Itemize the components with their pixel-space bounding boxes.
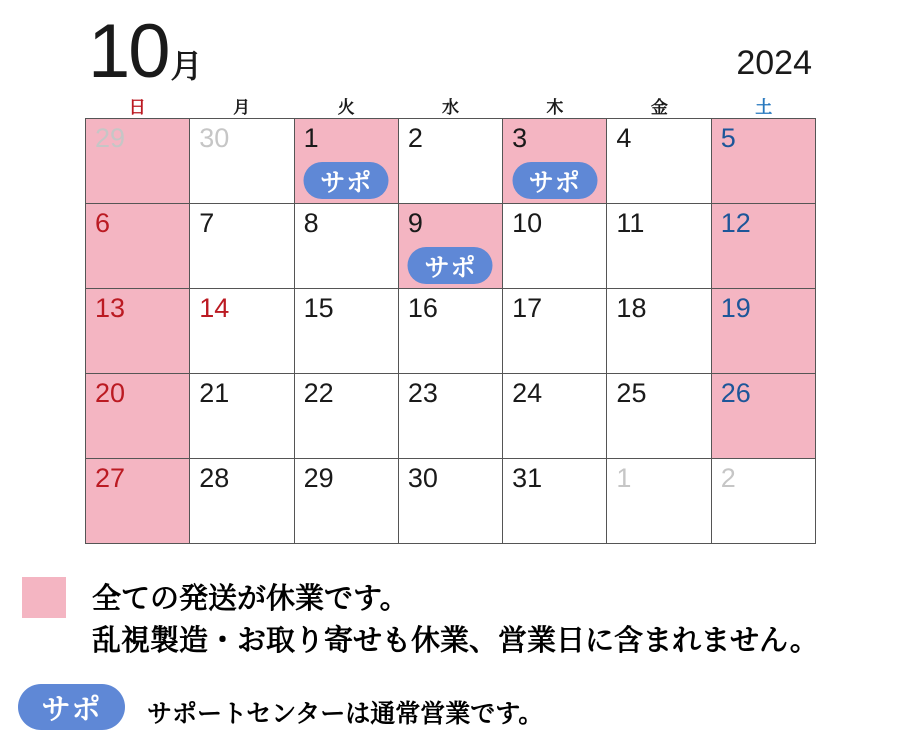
day-number: 18 (616, 293, 647, 323)
calendar-cell (503, 289, 606, 373)
closed-legend-line1: 全ての発送が休業です。 (92, 583, 409, 615)
calendar-cell (86, 204, 189, 288)
day-number: 13 (95, 293, 126, 323)
day-number: 26 (720, 378, 751, 408)
weekday-label: 金 (650, 98, 668, 117)
day-number: 29 (95, 123, 126, 153)
calendar-cell (86, 289, 189, 373)
calendar-cell (712, 289, 815, 373)
year-label: 2024 (736, 44, 812, 82)
weekday-header-row (85, 93, 816, 118)
calendar-cell (295, 289, 398, 373)
day-number: 30 (407, 463, 438, 493)
calendar-cell (607, 289, 710, 373)
weekday-label: 水 (441, 98, 459, 117)
calendar-cell (399, 374, 502, 458)
day-number: 12 (720, 208, 751, 238)
weekday-label: 日 (128, 98, 146, 117)
day-number: 29 (303, 463, 334, 493)
calendar-cell (607, 459, 710, 543)
day-number: 1 (616, 463, 632, 493)
day-number: 6 (95, 208, 111, 238)
closed-day-color-swatch (22, 577, 66, 618)
day-number: 20 (95, 378, 126, 408)
calendar-cell (399, 289, 502, 373)
calendar-cell (190, 459, 293, 543)
calendar-cell (503, 374, 606, 458)
calendar-cell (295, 459, 398, 543)
calendar-cell (503, 459, 606, 543)
calendar-cell (712, 204, 815, 288)
calendar-cell (190, 119, 293, 203)
month-number: 10 (88, 9, 169, 94)
calendar-cell (607, 119, 710, 203)
calendar-cell (295, 119, 398, 203)
day-number: 23 (407, 378, 438, 408)
calendar-cell (295, 374, 398, 458)
day-number: 2 (720, 463, 736, 493)
calendar-cell (399, 119, 502, 203)
day-number: 10 (512, 208, 543, 238)
sapo-badge: サポ (512, 162, 597, 199)
month-suffix: 月 (170, 48, 201, 84)
day-number: 3 (512, 123, 528, 153)
support-legend-text: サポートセンターは通常営業です。 (147, 700, 544, 728)
day-number: 31 (512, 463, 543, 493)
calendar-cell (503, 119, 606, 203)
calendar-cell (86, 119, 189, 203)
weekday-label: 土 (755, 98, 773, 117)
calendar-cell (86, 374, 189, 458)
calendar-cell (399, 204, 502, 288)
day-number: 22 (303, 378, 334, 408)
day-number: 14 (199, 293, 230, 323)
calendar-cell (190, 204, 293, 288)
day-number: 16 (407, 293, 438, 323)
day-number: 27 (95, 463, 126, 493)
weekday-label: 月 (233, 98, 251, 117)
day-number: 11 (616, 208, 645, 238)
day-number: 5 (720, 123, 736, 153)
day-number: 25 (616, 378, 647, 408)
day-number: 28 (199, 463, 230, 493)
day-number: 24 (512, 378, 543, 408)
day-number: 9 (407, 208, 423, 238)
month-title (88, 9, 201, 94)
calendar-cell (86, 459, 189, 543)
sapo-badge: サポ (304, 162, 389, 199)
calendar-cell (399, 459, 502, 543)
sapo-badge: サポ (408, 247, 493, 284)
calendar-cell (190, 374, 293, 458)
day-number: 1 (303, 123, 319, 153)
calendar-cell (607, 374, 710, 458)
day-number: 30 (199, 123, 230, 153)
calendar-cell (190, 289, 293, 373)
closed-legend-line2: 乱視製造・お取り寄せも休業、営業日に含まれません。 (92, 625, 819, 657)
day-number: 2 (407, 123, 423, 153)
calendar-grid (85, 118, 816, 544)
day-number: 21 (199, 378, 230, 408)
day-number: 17 (512, 293, 543, 323)
support-badge-legend: サポ (18, 684, 125, 730)
calendar-cell (712, 119, 815, 203)
calendar-cell (712, 459, 815, 543)
calendar-cell (712, 374, 815, 458)
calendar-cell (607, 204, 710, 288)
calendar-cell (295, 204, 398, 288)
day-number: 4 (616, 123, 632, 153)
day-number: 19 (720, 293, 751, 323)
day-number: 7 (199, 208, 215, 238)
weekday-label: 火 (337, 98, 355, 117)
calendar-cell (503, 204, 606, 288)
weekday-label: 木 (546, 98, 564, 117)
day-number: 15 (303, 293, 334, 323)
day-number: 8 (303, 208, 319, 238)
